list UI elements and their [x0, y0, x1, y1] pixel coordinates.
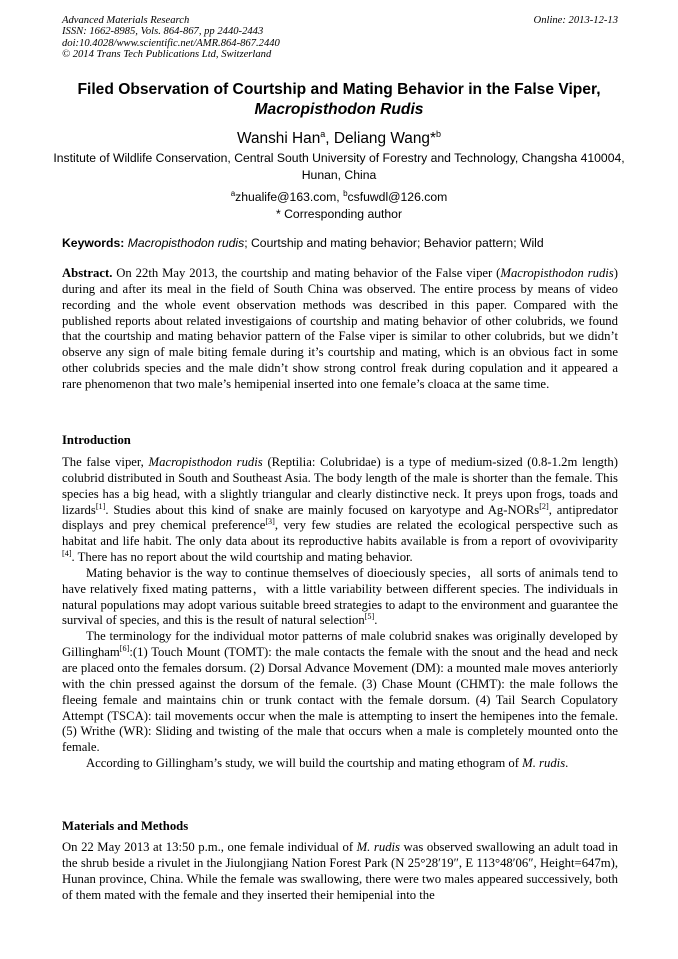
- email-line: [50, 186, 628, 206]
- abstract-text-2: ) during and after its meal in the field of South China was observed. The entire process by means of video recording and the whole event observation methods was described in this paper. Compared with the published reports about related investigaions of courtship and mating behavior of other colubrids, we found that the courtship and mating behavior pattern of the False viper is similar to other colubrids, but we didn’t observe any sign of male biting female during it’s courtship and mating, which is an obvious fact in some other colubrids species and the male didn’t show strong control freak during copulation and it appeared a rare phenomenon that two male’s hemipenial inserted into one female’s cloaca at the same time.: [62, 266, 618, 391]
- keywords-label: Keywords:: [62, 236, 125, 250]
- author-1: Wanshi Han: [237, 130, 321, 148]
- intro-species: M. rudis: [522, 756, 566, 771]
- introduction-heading: Introduction: [62, 433, 131, 447]
- methods-section: [62, 840, 618, 903]
- journal-header: [62, 15, 618, 61]
- intro-paragraph-2: [62, 566, 618, 629]
- author-2-mark: b: [435, 129, 441, 139]
- methods-text: On 22 May 2013 at 13:50 p.m., one female individual of: [62, 840, 357, 854]
- citation-ref: [4]: [62, 548, 72, 558]
- title-line-2: Macropisthodon Rudis: [254, 101, 424, 118]
- methods-paragraph-1: [62, 840, 618, 903]
- intro-p4-text: .: [565, 756, 569, 771]
- intro-p4-text: According to Gillingham’s study, we will build the courtship and mating ethogram of: [86, 756, 523, 771]
- intro-p1-text: . Studies about this kind of snake are mainly focused on karyotype and Ag-NORs: [105, 502, 540, 517]
- intro-paragraph-4: [62, 756, 618, 772]
- online-date: Online: 2013-12-13: [533, 15, 618, 26]
- abstract-section: [62, 266, 618, 393]
- email-b: csfuwdl@126.com: [347, 190, 448, 205]
- author-2: Deliang Wang*: [333, 130, 436, 148]
- methods-text: was observed swallowing an adult toad in the shrub beside a rivulet in the Jiulongjiang Nation Forest Park (N 25°28′19″, E 113°48′06″, Height=647m), Hunan province, China. While the female was swallowing, there were two males appeared successively, both of them mated with the female and they inserted their hemipenial into the: [62, 840, 618, 902]
- intro-paragraph-3: [62, 629, 618, 756]
- abstract-text-1: On 22th May 2013, the courtship and mating behavior of the False viper (: [112, 266, 501, 280]
- citation-ref: [6]: [119, 643, 130, 653]
- abstract-paragraph: [62, 266, 618, 393]
- intro-p1-text: , antipredator displays and prey chemical preference: [62, 502, 618, 533]
- citation-ref: [2]: [539, 501, 549, 511]
- email-a-mark: a: [230, 189, 236, 199]
- intro-p2-text: Mating behavior is the way to continue themselves of dioeciously species，all sorts of animals tend to have relatively fixed mating patterns，with a little variability between different species. The individuals in natural populations may adopt various suitable breed strategies to adapt to the environment and guarantee the survival of species, and this is the result of natural selection: [62, 565, 618, 628]
- corresponding-note: * Corresponding author: [275, 206, 403, 221]
- title-line-1: Filed Observation of Courtship and Mating Behavior in the False Viper,: [77, 81, 601, 98]
- keywords-rest: ; Courtship and mating behavior; Behavior pattern; Wild: [244, 236, 544, 250]
- intro-p1-text: , very few studies are related the ecological perspective such as habitat and life habit. The only data about its reproductive habits available is from a report of ovoviviparity: [62, 518, 618, 549]
- author-separator: ,: [325, 130, 334, 148]
- methods-heading: Materials and Methods: [62, 819, 189, 833]
- intro-p3-text: The terminology for the individual motor patterns of male colubrid snakes was originally developed by Gillingham: [62, 629, 618, 660]
- journal-name: Advanced Materials Research: [62, 15, 190, 26]
- keyword-species: Macropisthodon rudis: [127, 236, 245, 250]
- intro-p1-text: The false viper,: [62, 455, 149, 469]
- keywords-line: [62, 236, 618, 251]
- introduction-section: [62, 455, 618, 772]
- citation-ref: [5]: [364, 612, 375, 622]
- intro-p1-text: . There has no report about the wild courtship and mating behavior.: [71, 550, 413, 565]
- institute-address: Institute of Wildlife Conservation, Central South University of Forestry and Technology, Changsha 410004, Hunan, China: [53, 151, 625, 182]
- paper-title: [40, 80, 638, 120]
- issn-line: ISSN: 1662-8985, Vols. 864-867, pp 2440-2443: [62, 26, 264, 38]
- intro-species: Macropisthodon rudis: [148, 455, 263, 469]
- affiliation-block: [50, 150, 628, 222]
- author-list: [40, 124, 638, 149]
- abstract-species: Macropisthodon rudis: [500, 266, 614, 280]
- methods-species: M. rudis: [356, 840, 400, 854]
- abstract-label: Abstract.: [62, 266, 113, 280]
- author-1-mark: a: [320, 129, 326, 139]
- doi-line: doi:10.4028/www.scientific.net/AMR.864-867.2440: [62, 37, 280, 49]
- intro-paragraph-1: [62, 455, 618, 566]
- intro-p2-text: .: [374, 613, 378, 628]
- citation-ref: [3]: [265, 517, 275, 527]
- copyright-line: © 2014 Trans Tech Publications Ltd, Switzerland: [62, 49, 272, 61]
- email-a: zhualife@163.com,: [235, 190, 344, 205]
- intro-p1-text: (Reptilia: Colubridae) is a type of medium-sized (0.8-1.2m length) colubrid distributed in South and Southeast Asia. The body length of the male is shorter than the female. This species has a big head, with a slightly triangular and clearly distinctive neck. It preys upon frogs, toads and lizards: [62, 455, 618, 517]
- intro-p3-text: :(1) Touch Mount (TOMT): the male contacts the female with the snout and the head and neck are placed onto the females dorsum. (2) Dorsal Advance Movement (DM): a mounted male moves anteriorly with the chin pressed against the dorsum of the female. (3) Chase Mount (CHMT): the male follows the fleeing female and maintains chin or trunk contact with the female dorsum. (4) Tail Search Copulatory Attempt (TSCA): tail movements occur when the male is attempting to insert the hemipenes into the female. (5) Writhe (WR): Sliding and twisting of the male that occurs when a male is completely mounted onto the female.: [62, 645, 618, 755]
- email-b-mark: b: [343, 189, 348, 199]
- citation-ref: [1]: [95, 501, 106, 511]
